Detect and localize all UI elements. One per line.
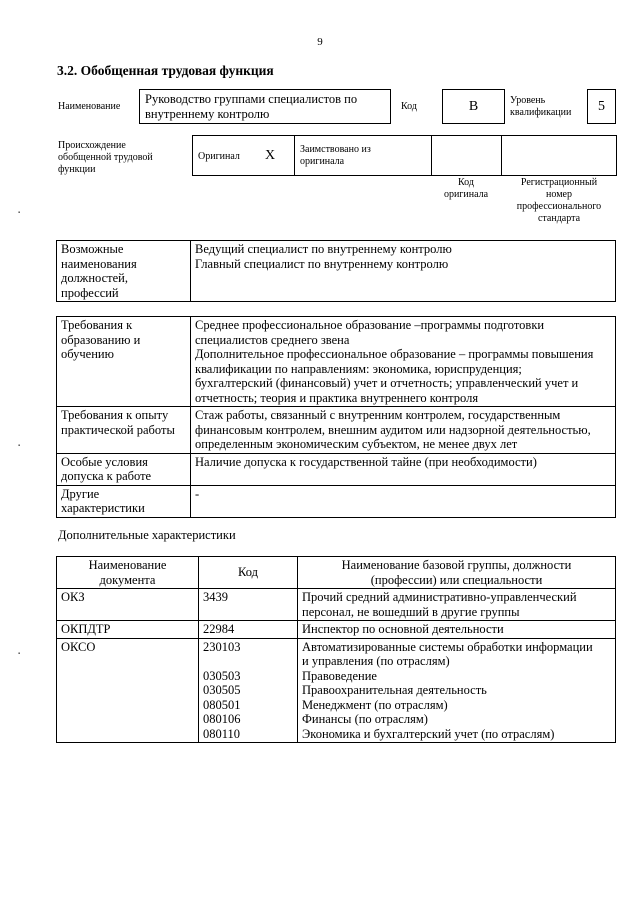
level-label: Уровень квалификации — [510, 95, 572, 118]
function-name-box — [139, 89, 391, 124]
origin-code-cell — [431, 135, 501, 176]
positions-table — [56, 240, 616, 302]
requirements-row-experience — [57, 407, 616, 454]
function-name-line: Руководство группами специалистов по — [145, 92, 358, 106]
borrowed-label: оригинала — [300, 156, 345, 167]
additional-title: Дополнительные характеристики — [58, 528, 236, 542]
doc-cell: ОКСО — [57, 638, 199, 743]
requirements-value: Стаж работы, связанный с внутренним контролем, государственным финансовым контролем, внешним аудитом или надзорной деятельностью, определенным экономическим субъектом, не менее двух лет — [191, 407, 616, 454]
original-label: Оригинал — [198, 151, 240, 162]
positions-label: Возможные наименования должностей, профессий — [57, 241, 191, 302]
name-cell: Прочий средний административно-управленческий персонал, не вошедший в другие группы — [298, 589, 616, 621]
code-cell: 230103 030503 030505 080501 080106 080110 — [199, 638, 298, 743]
code-caption: Код оригинала — [443, 177, 489, 200]
requirements-value: Среднее профессиональное образование –программы подготовки специалистов среднего звена Дополнительное профессиональное образование – программы повышения квалификации по направлениям: экономика, юриспруденция; бухгалтерский (финансовый) учет и отчетность; управленческий учет и отчетность; теория и практика внутреннего контроля — [191, 317, 616, 407]
header-doc: Наименование документа — [57, 557, 199, 589]
scan-mark: ▪ — [18, 651, 21, 657]
requirements-value: - — [191, 485, 616, 517]
requirements-row-special-conditions — [57, 453, 616, 485]
code-label: Код — [401, 101, 417, 112]
original-cell — [192, 135, 294, 176]
requirements-table — [56, 316, 616, 518]
section-title: 3.2. Обобщенная трудовая функция — [57, 63, 274, 78]
registration-caption: Регистрационный номер профессионального стандарта — [516, 177, 602, 224]
requirements-value: Наличие допуска к государственной тайне (при необходимости) — [191, 453, 616, 485]
table-row — [57, 621, 616, 639]
requirements-row-education — [57, 317, 616, 407]
code-cell: 3439 — [199, 589, 298, 621]
scan-mark: ▪ — [18, 210, 21, 216]
table-row — [57, 589, 616, 621]
positions-value: Ведущий специалист по внутреннему контролю Главный специалист по внутреннему контролю — [191, 241, 616, 302]
origin-row — [192, 135, 617, 176]
requirements-label: Другие характеристики — [57, 485, 191, 517]
code-value-box: В — [442, 89, 505, 124]
requirements-label: Требования к образованию и обучению — [57, 317, 191, 407]
function-name-line: внутреннему контролю — [145, 107, 270, 121]
original-mark: X — [265, 148, 276, 163]
name-cell: Инспектор по основной деятельности — [298, 621, 616, 639]
name-label: Наименование — [58, 101, 121, 112]
header-code: Код — [199, 557, 298, 589]
level-value-box: 5 — [587, 89, 616, 124]
requirements-row-other — [57, 485, 616, 517]
doc-cell: ОКЗ — [57, 589, 199, 621]
header-name: Наименование базовой группы, должности (профессии) или специальности — [298, 557, 616, 589]
borrowed-cell — [294, 135, 431, 176]
origin-label: Происхождение обобщенной трудовой функции — [58, 140, 153, 175]
name-cell: Автоматизированные системы обработки информации и управления (по отраслям) Правоведение Правоохранительная деятельность Менеджмент (по отраслям) Финансы (по отраслям) Экономика и бухгалтерский учет (по отраслям) — [298, 638, 616, 743]
scan-mark: ▪ — [18, 443, 21, 449]
doc-cell: ОКПДТР — [57, 621, 199, 639]
code-cell: 22984 — [199, 621, 298, 639]
requirements-label: Особые условия допуска к работе — [57, 453, 191, 485]
additional-header-row — [57, 557, 616, 589]
requirements-label: Требования к опыту практической работы — [57, 407, 191, 454]
table-row — [57, 638, 616, 743]
registration-number-cell — [501, 135, 617, 176]
page-number: 9 — [317, 36, 323, 48]
borrowed-label: Заимствовано из — [300, 144, 371, 155]
additional-table — [56, 556, 616, 743]
